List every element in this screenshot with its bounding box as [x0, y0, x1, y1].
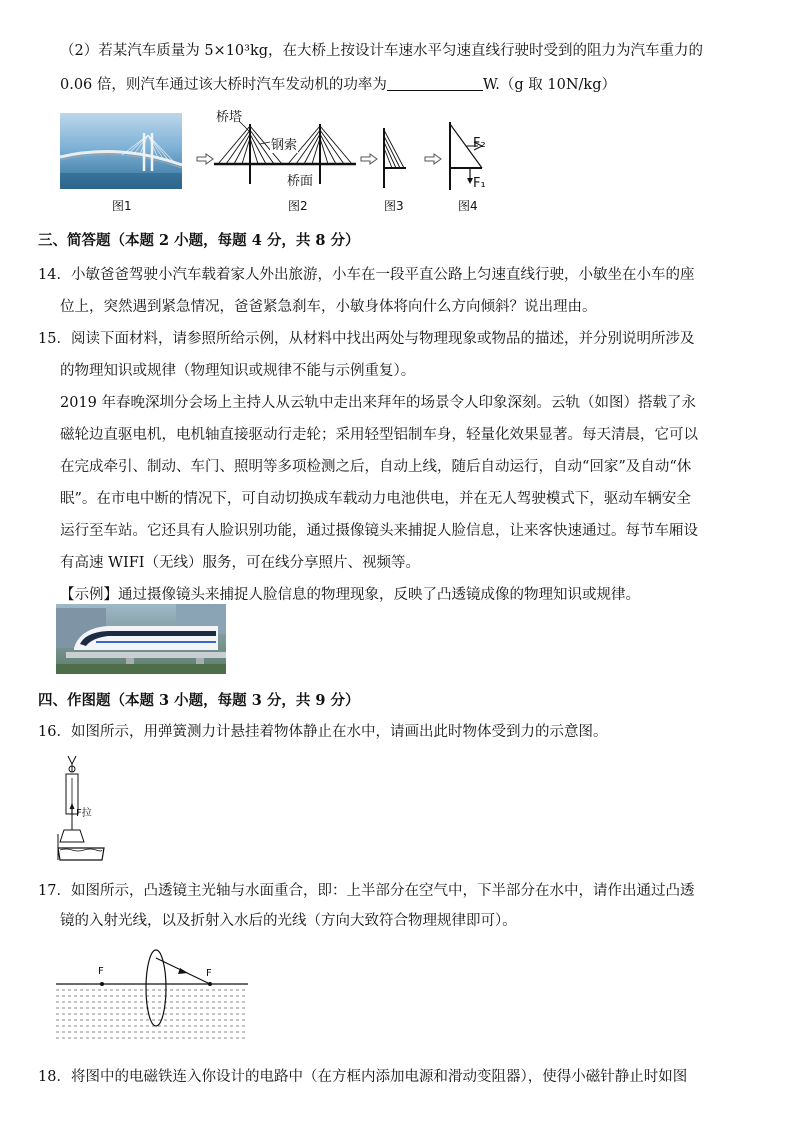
q13-part2-line2 [60, 76, 616, 94]
bridge-photo [60, 113, 182, 189]
q13-part2-line2-b: W.（g 取 10N/kg） [482, 77, 616, 93]
monorail-photo [56, 604, 226, 674]
label-tower: 桥塔 [216, 110, 243, 125]
q15-example: 【示例】通过摄像镜头来捕捉人脸信息的物理现象，反映了凸透镜成像的物理知识或规律。 [60, 587, 640, 603]
q15-para5: 运行至车站。它还具有人脸识别功能，通过摄像镜头来捕捉人脸信息，让来客快速通过。每节车厢设 [60, 523, 698, 539]
lens-water-figure [56, 948, 248, 1048]
q15-line1: 15．阅读下面材料，请参照所给示例，从材料中找出两处与物理现象或物品的描述，并分别说明所涉及 [38, 331, 695, 347]
arrow-right-icon [424, 150, 442, 169]
answer-blank[interactable] [387, 76, 483, 91]
q17-line1: 17．如图所示，凸透镜主光轴与水面重合，即：上半部分在空气中，下半部分在水中，请作出通过凸透 [38, 883, 695, 899]
q15-line2: 的物理知识或规律（物理知识或规律不能与示例重复）。 [60, 363, 416, 379]
arrow-right-icon [360, 150, 378, 169]
q15-para1: 2019 年春晚深圳分会场上主持人从云轨中走出来拜年的场景令人印象深刻。云轨（如图）搭载了永 [60, 395, 697, 411]
q16-line1: 16．如图所示，用弹簧测力计悬挂着物体静止在水中，请画出此时物体受到力的示意图。 [38, 724, 608, 740]
focus-right-label: F [206, 968, 212, 979]
q13-part2-line2-a: 0.06 倍，则汽车通过该大桥时汽车发动机的功率为 [60, 77, 387, 93]
section4-heading: 四、作图题（本题 3 小题，每题 3 分，共 9 分） [38, 692, 360, 709]
q14-line2: 位上，突然遇到紧急情况，爸爸紧急刹车，小敏身体将向什么方向倾斜？说出理由。 [60, 299, 597, 315]
label-f1: F₁ [473, 176, 486, 191]
fig3-caption: 图3 [384, 199, 404, 213]
label-cable: 钢索 [270, 134, 298, 153]
q18-line1: 18．将图中的电磁铁连入你设计的电路中（在方框内添加电源和滑动变阻器），使得小磁针静止时如图 [38, 1069, 688, 1085]
tower-diagram [378, 126, 408, 190]
q15-para2: 磁轮边直驱电机，电机轴直接驱动行走轮；采用轻型铝制车身，轻量化效果显著。每天清晨，它可以 [60, 427, 698, 443]
label-f2: F₂ [473, 136, 486, 151]
q15-para3: 在完成牵引、制动、车门、照明等多项检测之后，自动上线，随后自动运行，自动“回家”及自动“休 [60, 459, 692, 475]
fig2-caption: 图2 [288, 199, 308, 213]
section3-heading: 三、简答题（本题 2 小题，每题 4 分，共 8 分） [38, 232, 360, 249]
q17-line2: 镜的入射光线，以及折射入水后的光线（方向大致符合物理规律即可）。 [60, 913, 517, 929]
force-diagram [442, 118, 502, 194]
q15-para4: 眠”。在市电中断的情况下，可自动切换成车载动力电池供电，并在无人驾驶模式下，驱动车辆安全 [60, 491, 691, 507]
q13-part2-line1: （2）若某汽车质量为 5×10³kg，在大桥上按设计车速水平匀速直线行驶时受到的阻力为汽车重力的 [60, 43, 704, 59]
focus-left-label: F [98, 966, 104, 977]
q14-line1: 14．小敏爸爸驾驶小汽车载着家人外出旅游，小车在一段平直公路上匀速直线行驶，小敏坐在小车的座 [38, 267, 695, 283]
q15-para6: 有高速 WIFI（无线）服务，可在线分享照片、视频等。 [60, 555, 421, 571]
fig4-caption: 图4 [458, 199, 478, 213]
fig1-caption: 图1 [112, 199, 132, 213]
force-label-pull: F拉 [76, 808, 92, 819]
label-deck: 桥面 [286, 170, 314, 189]
